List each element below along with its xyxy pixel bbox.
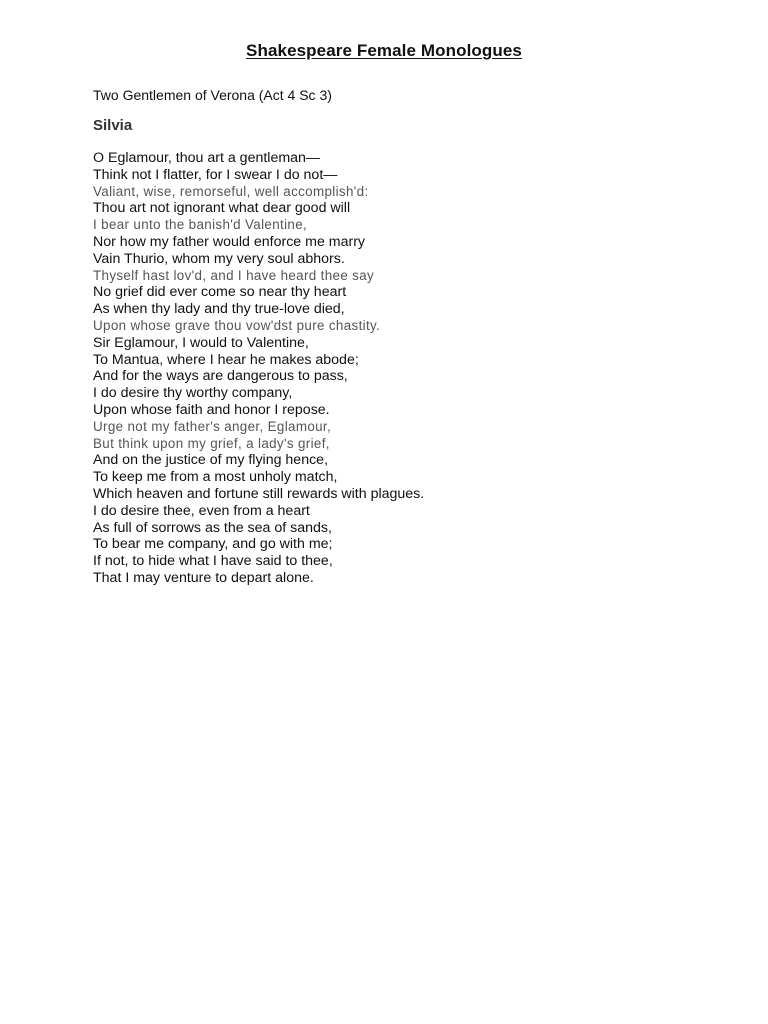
monologue-line: To keep me from a most unholy match, [93,469,338,486]
monologue-line: As full of sorrows as the sea of sands, [93,519,332,536]
character-name: Silvia [93,117,133,134]
monologue-line: Thou art not ignorant what dear good will [93,200,351,217]
monologue-line: I do desire thy worthy company, [93,385,293,402]
monologue-line: Upon whose grave thou vow'dst pure chastity. [93,317,381,333]
monologue-line: Sir Eglamour, I would to Valentine, [93,334,309,351]
monologue-line: Thyself hast lov'd, and I have heard thee say [93,267,375,283]
monologue-line: Vain Thurio, whom my very soul abhors. [93,250,345,267]
monologue-line: That I may venture to depart alone. [93,569,314,586]
monologue-line: Which heaven and fortune still rewards with plagues. [93,485,425,502]
monologue-line: As when thy lady and thy true-love died, [93,301,345,318]
monologue-line: Think not I flatter, for I swear I do not— [93,166,338,183]
monologue-line: I bear unto the banish'd Valentine, [93,217,308,233]
monologue-line: And on the justice of my flying hence, [93,452,329,469]
monologue-line: O Eglamour, thou art a gentleman— [93,150,321,166]
monologue-line: Valiant, wise, remorseful, well accomplish'd: [93,183,369,199]
monologue-line: I do desire thee, even from a heart [93,502,310,519]
monologue-line: If not, to hide what I have said to thee, [93,553,333,570]
monologue-line: Upon whose faith and honor I repose. [93,401,330,418]
monologue-line: But think upon my grief, a lady's grief, [93,435,330,451]
document-title: Shakespeare Female Monologues [246,41,522,60]
monologue-line: To Mantua, where I hear he makes abode; [93,351,359,368]
play-heading: Two Gentlemen of Verona (Act 4 Sc 3) [93,87,332,103]
monologue-line: Nor how my father would enforce me marry [93,233,366,250]
monologue-line: Urge not my father's anger, Eglamour, [93,418,332,434]
monologue-line: To bear me company, and go with me; [93,536,333,553]
monologue-line: No grief did ever come so near thy heart [93,284,347,301]
monologue-line: And for the ways are dangerous to pass, [93,368,348,385]
monologue-text [93,150,424,587]
